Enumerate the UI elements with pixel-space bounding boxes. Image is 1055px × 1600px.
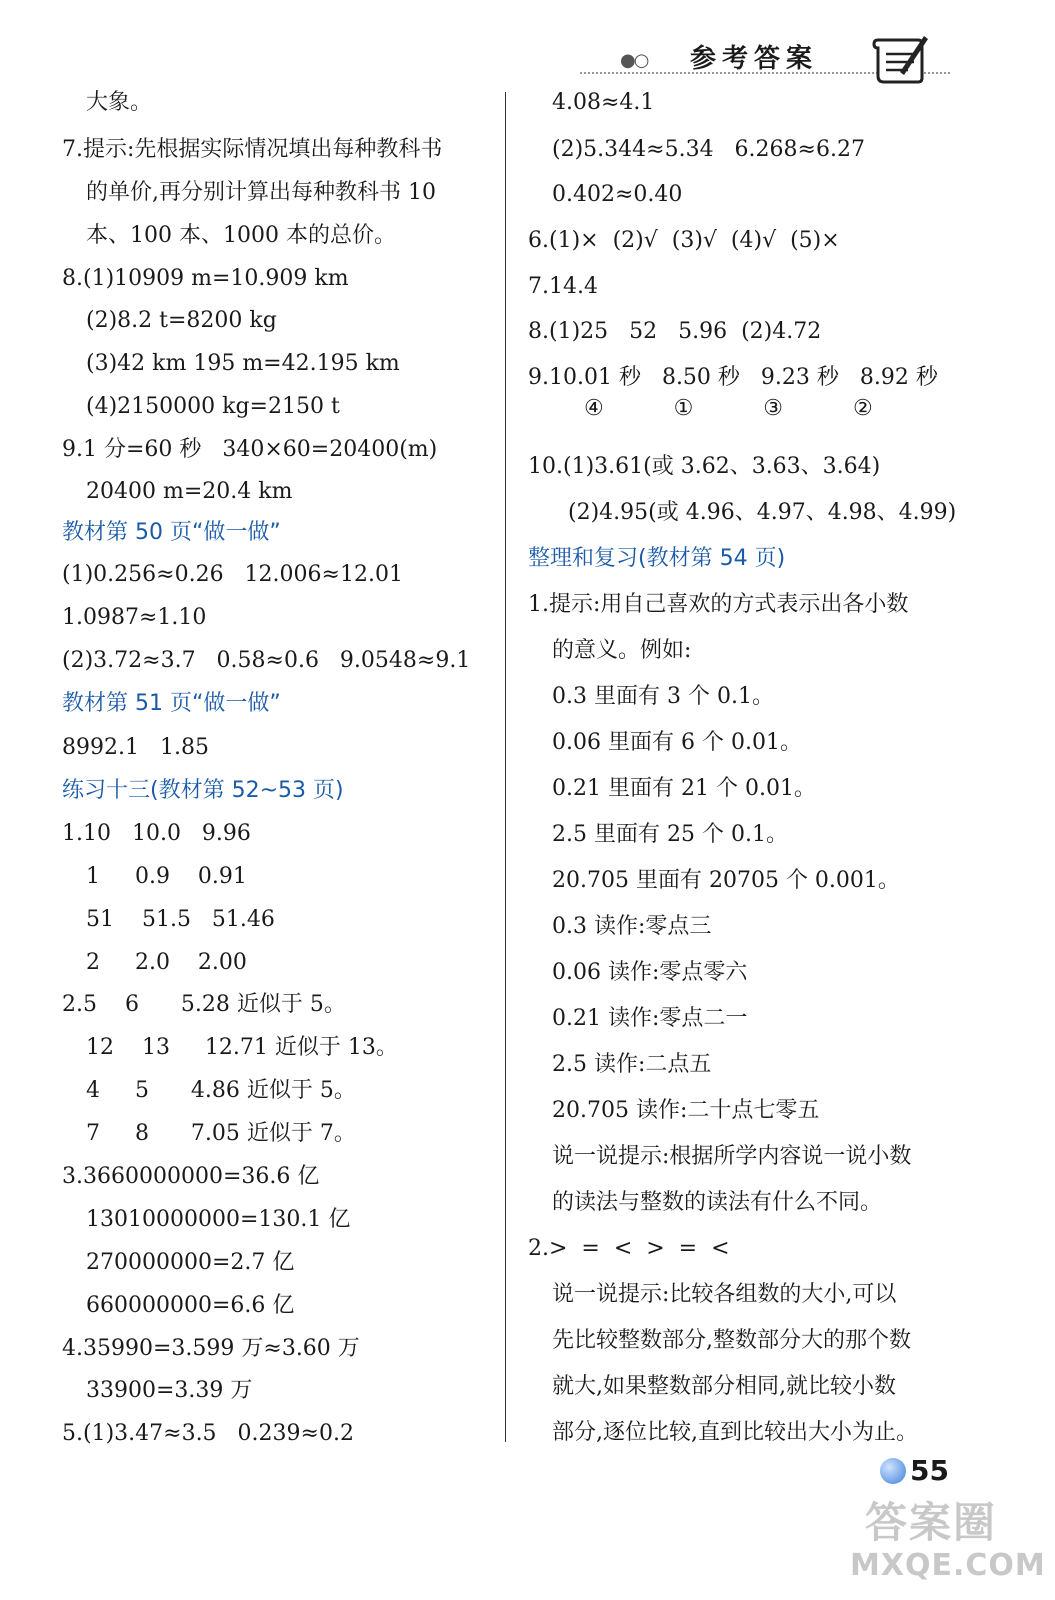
answer-line: (2)3.72≈3.7 0.58≈0.6 9.0548≈9.1 [62, 648, 471, 673]
answer-line: ④ ① ③ ② [584, 396, 873, 421]
page-header [580, 30, 970, 86]
answer-line: 2.5 里面有 25 个 0.1。 [552, 822, 788, 847]
answer-line: 0.3 里面有 3 个 0.1。 [552, 684, 774, 709]
answer-line: 13010000000=130.1 亿 [86, 1207, 351, 1232]
answer-line: 说一说提示:比较各组数的大小,可以 [552, 1282, 897, 1307]
answer-line: (3)42 km 195 m=42.195 km [86, 351, 400, 376]
answer-line: 660000000=6.6 亿 [86, 1293, 295, 1318]
answer-line: 0.21 读作:零点二一 [552, 1006, 748, 1031]
page-number-text: 55 [910, 1454, 949, 1487]
answer-line: 的意义。例如: [552, 638, 692, 663]
watermark-line2: MXQE.COM [850, 1548, 1046, 1583]
section-heading: 教材第 50 页“做一做” [62, 520, 281, 545]
answer-line: (1)0.256≈0.26 12.006≈12.01 [62, 562, 403, 587]
answer-line: 2.> = < > = < [528, 1236, 730, 1261]
answer-line: 4 5 4.86 近似于 5。 [86, 1078, 356, 1103]
answer-line: 2 2.0 2.00 [86, 950, 247, 975]
answer-line: 1.0987≈1.10 [62, 605, 207, 630]
header-title: 参考答案 [690, 44, 819, 74]
scroll-pencil-icon [870, 30, 930, 86]
answer-line: 20.705 里面有 20705 个 0.001。 [552, 868, 900, 893]
answer-line: 的单价,再分别计算出每种教科书 10 [86, 180, 436, 205]
answer-line: 5.(1)3.47≈3.5 0.239≈0.2 [62, 1421, 354, 1446]
answer-line: 7.14.4 [528, 274, 598, 299]
page-number [880, 1450, 950, 1490]
answer-line: 1 0.9 0.91 [86, 864, 247, 889]
answer-line: 0.06 读作:零点零六 [552, 960, 748, 985]
answer-line: 4.08≈4.1 [552, 90, 655, 115]
answer-line: 大象。 [86, 90, 153, 115]
section-heading: 教材第 51 页“做一做” [62, 691, 281, 716]
answer-line: (2)5.344≈5.34 6.268≈6.27 [552, 137, 865, 162]
answer-line: 本、100 本、1000 本的总价。 [86, 223, 396, 248]
answer-line: 的读法与整数的读法有什么不同。 [552, 1190, 883, 1215]
answer-line: 先比较整数部分,整数部分大的那个数 [552, 1328, 911, 1353]
answer-line: 8.(1)10909 m=10.909 km [62, 266, 349, 291]
answer-line: 6.(1)× (2)√ (3)√ (4)√ (5)× [528, 228, 840, 253]
header-dots: ●○ [620, 50, 648, 71]
answer-line: 7 8 7.05 近似于 7。 [86, 1121, 356, 1146]
answer-line: 20400 m=20.4 km [86, 479, 293, 504]
answer-line: 8.(1)25 52 5.96 (2)4.72 [528, 319, 822, 344]
answer-line: (2)8.2 t=8200 kg [86, 308, 277, 333]
answer-line: 9.1 分=60 秒 340×60=20400(m) [62, 437, 438, 462]
page-number-ball-icon [880, 1458, 906, 1484]
answer-line: 部分,逐位比较,直到比较出大小为止。 [552, 1420, 918, 1445]
answer-line: 10.(1)3.61(或 3.62、3.63、3.64) [528, 454, 881, 479]
answer-line: 2.5 6 5.28 近似于 5。 [62, 992, 346, 1017]
answer-line: 1.提示:用自己喜欢的方式表示出各小数 [528, 592, 909, 617]
answer-line: 4.35990=3.599 万≈3.60 万 [62, 1336, 360, 1361]
answer-line: 270000000=2.7 亿 [86, 1250, 295, 1275]
answer-line: 33900=3.39 万 [86, 1378, 253, 1403]
answer-line: 说一说提示:根据所学内容说一说小数 [552, 1144, 912, 1169]
answer-line: 就大,如果整数部分相同,就比较小数 [552, 1374, 896, 1399]
answer-line: 20.705 读作:二十点七零五 [552, 1098, 820, 1123]
answer-line: 0.3 读作:零点三 [552, 914, 712, 939]
section-heading: 练习十三(教材第 52~53 页) [62, 778, 344, 803]
answer-line: 3.3660000000=36.6 亿 [62, 1164, 320, 1189]
answer-line: 0.21 里面有 21 个 0.01。 [552, 776, 816, 801]
answer-line: 7.提示:先根据实际情况填出每种教科书 [62, 137, 443, 162]
watermark-line1: 答案圈 [865, 1498, 998, 1547]
watermark [850, 1490, 1050, 1595]
column-divider [505, 92, 506, 1442]
answer-line: 8992.1 1.85 [62, 735, 209, 760]
answer-line: (4)2150000 kg=2150 t [86, 394, 340, 419]
answer-line: 9.10.01 秒 8.50 秒 9.23 秒 8.92 秒 [528, 365, 938, 390]
answer-line: 1.10 10.0 9.96 [62, 821, 251, 846]
answer-line: 2.5 读作:二点五 [552, 1052, 712, 1077]
section-heading: 整理和复习(教材第 54 页) [528, 546, 786, 571]
answer-line: 51 51.5 51.46 [86, 907, 275, 932]
answer-line: 12 13 12.71 近似于 13。 [86, 1035, 398, 1060]
answer-line: (2)4.95(或 4.96、4.97、4.98、4.99) [568, 500, 957, 525]
answer-line: 0.402≈0.40 [552, 182, 683, 207]
answer-line: 0.06 里面有 6 个 0.01。 [552, 730, 802, 755]
